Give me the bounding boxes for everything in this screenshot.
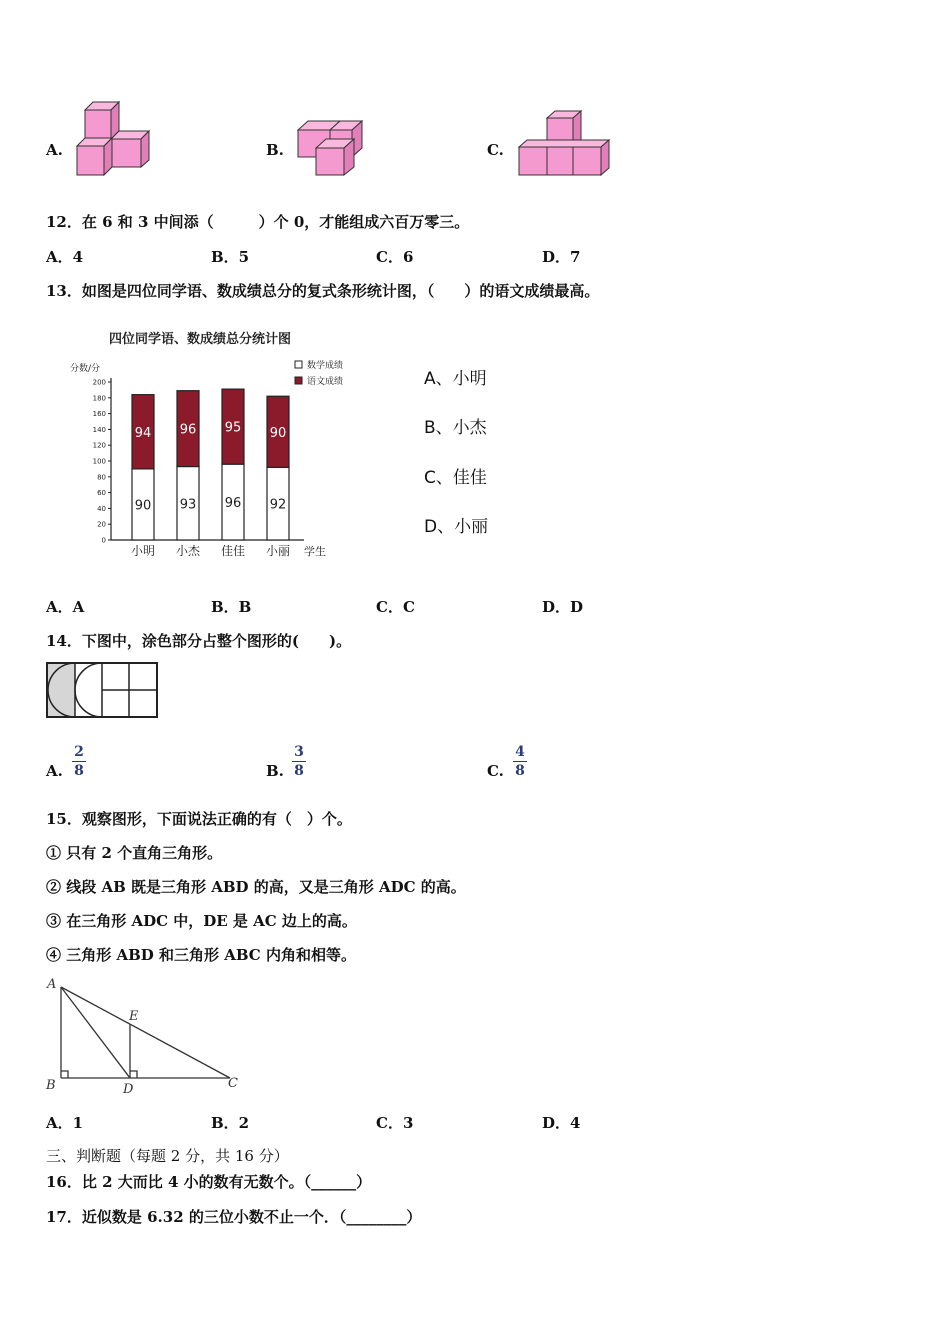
- legend-label-chinese: 语文成绩: [307, 377, 344, 387]
- chart-category-label-1: 小杰: [175, 544, 201, 558]
- bar-chart: [66, 326, 346, 566]
- bar-label-math-0: 90: [134, 498, 152, 514]
- label-point-e: E: [129, 1009, 139, 1024]
- q15-statement-4: ④ 三角形 ABD 和三角形 ABC 内角和相等。: [46, 946, 356, 964]
- q11-option-b-figure: [294, 118, 366, 178]
- cube-stack-icon: [77, 102, 149, 175]
- q14-option-c-letter[interactable]: C.: [487, 762, 504, 780]
- q15-statement-2: ② 线段 AB 既是三角形 ABD 的高，又是三角形 ADC 的高。: [46, 878, 466, 896]
- label-point-c: C: [228, 1076, 238, 1091]
- q13-side-choice-d: D、小丽: [424, 517, 489, 537]
- q13-option-d[interactable]: D．D: [542, 598, 584, 616]
- chart-category-label-2: 佳佳: [220, 544, 246, 558]
- fraction-denominator: 8: [294, 763, 304, 779]
- chart-y-tick-label: 200: [92, 378, 106, 387]
- chart-y-tick-label: 160: [92, 410, 106, 419]
- legend-swatch-math: [295, 361, 302, 368]
- fraction-denominator: 8: [515, 763, 525, 779]
- chart-y-tick-label: 120: [92, 441, 106, 450]
- q13-option-c[interactable]: C．C: [376, 598, 415, 616]
- q11-option-c-label: C.: [487, 141, 504, 159]
- q16-text: 16．比 2 大而比 4 小的数有无数个。（______）: [46, 1173, 372, 1191]
- chart-y-tick-label: 0: [101, 536, 106, 545]
- chart-y-tick-label: 140: [92, 425, 106, 434]
- fraction-numerator: 2: [74, 744, 84, 760]
- q15-statement-1: ① 只有 2 个直角三角形。: [46, 844, 223, 862]
- chart-y-tick-label: 180: [92, 394, 106, 403]
- q13-side-choice-b: B、小杰: [424, 418, 487, 438]
- legend-label-math: 数学成绩: [307, 361, 344, 371]
- q15-option-a[interactable]: A．1: [46, 1114, 84, 1132]
- legend-swatch-chinese: [295, 377, 302, 384]
- q11-option-b-label: B.: [266, 141, 284, 159]
- q14-option-a-letter[interactable]: A.: [46, 762, 63, 780]
- label-point-b: B: [46, 1078, 56, 1093]
- chart-y-tick-label: 40: [97, 504, 106, 513]
- q12-option-d[interactable]: D．7: [542, 248, 581, 266]
- bar-label-chinese-0: 94: [134, 425, 152, 441]
- chart-y-tick-label: 60: [97, 489, 106, 498]
- bar-label-math-3: 92: [269, 497, 287, 513]
- fraction-numerator: 3: [294, 744, 304, 760]
- q15-triangle-figure: [40, 974, 250, 1098]
- cube-stack-icon: [298, 121, 362, 175]
- q13-text: 13．如图是四位同学语、数成绩总分的复式条形统计图，（ ）的语文成绩最高。: [46, 282, 600, 300]
- chart-ylabel: 分数/分: [70, 364, 101, 374]
- chart-category-label-3: 小丽: [265, 544, 291, 558]
- q14-grid-figure: [45, 661, 161, 719]
- chart-category-label-0: 小明: [130, 544, 156, 558]
- q15-option-d[interactable]: D．4: [542, 1114, 581, 1132]
- q14-option-b-letter[interactable]: B.: [266, 762, 284, 780]
- q12-text: 12．在 6 和 3 中间添（ ）个 0，才能组成六百万零三。: [46, 213, 470, 231]
- q13-option-a[interactable]: A．A: [46, 598, 85, 616]
- bar-label-math-1: 93: [179, 497, 197, 513]
- q15-text: 15．观察图形，下面说法正确的有（ ）个。: [46, 810, 352, 828]
- q11-option-c-figure: [516, 108, 614, 178]
- q17-text: 17．近似数是 6.32 的三位小数不止一个．（________）: [46, 1208, 422, 1226]
- q13-side-choice-a: A、小明: [424, 369, 487, 389]
- bar-label-chinese-1: 96: [179, 422, 197, 438]
- q15-statement-3: ③ 在三角形 ADC 中，DE 是 AC 边上的高。: [46, 912, 357, 930]
- fraction-denominator: 8: [74, 763, 84, 779]
- q14-option-c-fraction[interactable]: [513, 744, 527, 779]
- section3-title: 三、判断题（每题 2 分，共 16 分）: [46, 1147, 289, 1165]
- bar-label-chinese-2: 95: [224, 420, 242, 436]
- chart-y-tick-label: 100: [92, 457, 106, 466]
- label-point-a: A: [47, 977, 57, 992]
- q12-option-c[interactable]: C．6: [376, 248, 414, 266]
- chart-legend: [295, 359, 343, 387]
- cube-stack-icon: [519, 111, 609, 175]
- chart-y-tick-label: 80: [97, 473, 106, 482]
- q15-option-c[interactable]: C．3: [376, 1114, 414, 1132]
- q14-text: 14．下图中，涂色部分占整个图形的( )。: [46, 632, 352, 650]
- q15-option-b[interactable]: B．2: [211, 1114, 250, 1132]
- q14-option-b-fraction[interactable]: [292, 744, 306, 779]
- fraction-numerator: 4: [515, 744, 525, 760]
- q12-option-a[interactable]: A．4: [46, 248, 84, 266]
- q14-option-a-fraction[interactable]: [72, 744, 86, 779]
- chart-y-tick-label: 20: [97, 520, 106, 529]
- q12-option-b[interactable]: B．5: [211, 248, 250, 266]
- q11-option-a-figure: [74, 100, 154, 178]
- q13-side-choice-c: C、佳佳: [424, 468, 487, 488]
- chart-title: 四位同学语、数成绩总分统计图: [109, 332, 292, 347]
- bar-label-chinese-3: 90: [269, 425, 287, 441]
- bar-label-math-2: 96: [224, 496, 242, 512]
- chart-xlabel: 学生: [304, 545, 326, 558]
- q13-option-b[interactable]: B．B: [211, 598, 252, 616]
- q11-option-a-label: A.: [46, 141, 63, 159]
- label-point-d: D: [123, 1082, 134, 1097]
